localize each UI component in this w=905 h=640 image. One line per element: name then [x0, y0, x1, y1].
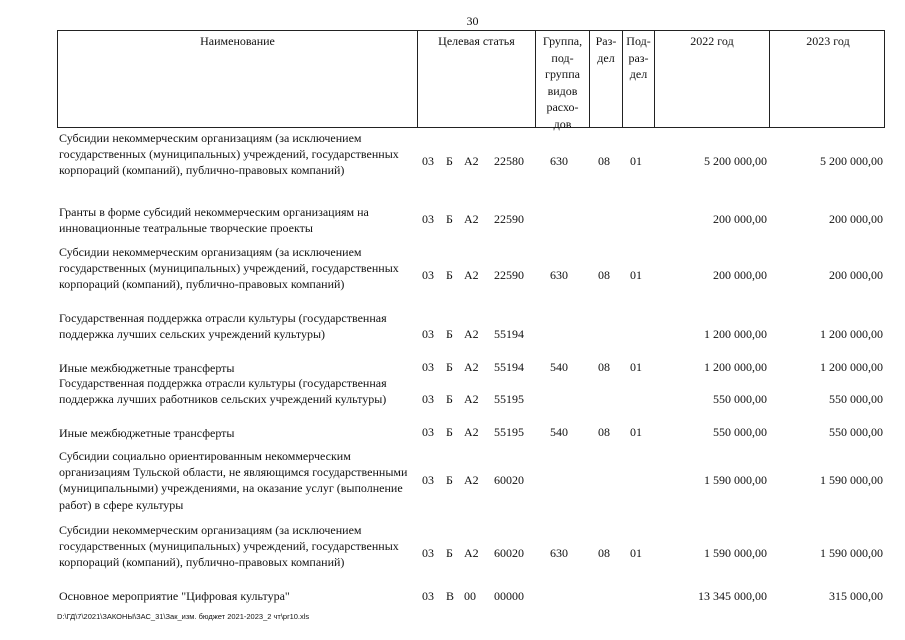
program-code: 03 — [422, 212, 434, 226]
subsection-code: 01 — [630, 154, 642, 168]
table-row — [57, 244, 885, 308]
table-row — [57, 425, 885, 441]
table-row — [57, 375, 885, 425]
amount-2023: 1 590 000,00 — [820, 473, 883, 487]
expense-group: 630 — [550, 154, 568, 168]
header-section: Раз- дел — [590, 31, 623, 127]
file-path-footer: D:\ГД\7\2021\ЗАКОНЫ\ЗАС_31\Зак_изм. бюджет 2021-2023_2 чт\pr10.xls — [57, 612, 310, 621]
subprogram-letter: Б — [446, 473, 453, 487]
amount-2023: 550 000,00 — [829, 425, 883, 439]
program-code: 03 — [422, 327, 434, 341]
row-name: Субсидии некоммерческим организациям (за исключением государственных (муниципальных) учреждений, государственных корпораций (компаний), публично-правовых компаний) — [59, 131, 399, 178]
program-code: 03 — [422, 473, 434, 487]
program-code: 03 — [422, 268, 434, 282]
header-group: Группа, под- группа видов расхо- дов — [536, 31, 590, 127]
section-code: 08 — [598, 268, 610, 282]
event-code: А2 — [464, 425, 479, 439]
row-name: Иные межбюджетные трансферты — [59, 426, 235, 440]
page-number: 30 — [466, 14, 479, 28]
direction-code: 60020 — [494, 473, 524, 487]
event-code: А2 — [464, 212, 479, 226]
event-code: А2 — [464, 546, 479, 560]
expense-group: 630 — [550, 268, 568, 282]
amount-2022: 5 200 000,00 — [704, 154, 767, 168]
direction-code: 55195 — [494, 425, 524, 439]
program-code: 03 — [422, 360, 434, 374]
event-code: 00 — [464, 589, 476, 603]
amount-2023: 550 000,00 — [829, 392, 883, 406]
event-code: А2 — [464, 360, 479, 374]
program-code: 03 — [422, 546, 434, 560]
section-code: 08 — [598, 360, 610, 374]
subsection-code: 01 — [630, 360, 642, 374]
table-row — [57, 448, 885, 514]
direction-code: 00000 — [494, 589, 524, 603]
program-code: 03 — [422, 425, 434, 439]
program-code: 03 — [422, 392, 434, 406]
amount-2022: 550 000,00 — [713, 425, 767, 439]
subprogram-letter: Б — [446, 268, 453, 282]
event-code: А2 — [464, 327, 479, 341]
event-code: А2 — [464, 392, 479, 406]
table-row — [57, 588, 885, 606]
subprogram-letter: Б — [446, 212, 453, 226]
table-row — [57, 360, 885, 376]
amount-2023: 200 000,00 — [829, 268, 883, 282]
expense-group: 540 — [550, 425, 568, 439]
amount-2022: 1 590 000,00 — [704, 473, 767, 487]
amount-2023: 200 000,00 — [829, 212, 883, 226]
event-code: А2 — [464, 268, 479, 282]
row-name: Государственная поддержка отрасли культуры (государственная поддержка лучших сельских учреждений культуры) — [59, 311, 387, 342]
direction-code: 22580 — [494, 154, 524, 168]
header-name: Наименование — [58, 31, 418, 127]
event-code: А2 — [464, 154, 479, 168]
amount-2023: 1 590 000,00 — [820, 546, 883, 560]
event-code: А2 — [464, 473, 479, 487]
amount-2022: 200 000,00 — [713, 268, 767, 282]
direction-code: 22590 — [494, 268, 524, 282]
direction-code: 55194 — [494, 327, 524, 341]
amount-2022: 13 345 000,00 — [698, 589, 767, 603]
subprogram-letter: В — [446, 589, 455, 603]
table-row — [57, 204, 885, 236]
amount-2022: 200 000,00 — [713, 212, 767, 226]
direction-code: 60020 — [494, 546, 524, 560]
subprogram-letter: Б — [446, 546, 453, 560]
row-name: Основное мероприятие "Цифровая культура" — [59, 589, 290, 603]
subprogram-letter: Б — [446, 425, 453, 439]
subsection-code: 01 — [630, 546, 642, 560]
row-name: Субсидии социально ориентированным некоммерческим организациям Тульской области, не являющимся государственными (муниципальными) учреждениями, на оказание услуг (выполнение работ) в сфере культуры — [59, 449, 408, 512]
amount-2022: 1 590 000,00 — [704, 546, 767, 560]
table-row — [57, 522, 885, 586]
subprogram-letter: Б — [446, 327, 453, 341]
amount-2023: 5 200 000,00 — [820, 154, 883, 168]
header-year-2023: 2023 год — [806, 34, 850, 48]
amount-2023: 315 000,00 — [829, 589, 883, 603]
direction-code: 55194 — [494, 360, 524, 374]
row-name: Субсидии некоммерческим организациям (за исключением государственных (муниципальных) учреждений, государственных корпораций (компаний), публично-правовых компаний) — [59, 523, 399, 570]
amount-2023: 1 200 000,00 — [820, 327, 883, 341]
table-row — [57, 130, 885, 194]
header-target: Целевая статья — [418, 31, 536, 127]
program-code: 03 — [422, 154, 434, 168]
table-header — [57, 30, 885, 131]
amount-2022: 1 200 000,00 — [704, 360, 767, 374]
expense-group: 540 — [550, 360, 568, 374]
subprogram-letter: Б — [446, 360, 453, 374]
program-code: 03 — [422, 589, 434, 603]
section-code: 08 — [598, 425, 610, 439]
row-name: Государственная поддержка отрасли культуры (государственная поддержка лучших работников сельских учреждений культуры) — [59, 376, 387, 407]
amount-2023: 1 200 000,00 — [820, 360, 883, 374]
subprogram-letter: Б — [446, 154, 453, 168]
row-name: Субсидии некоммерческим организациям (за исключением государственных (муниципальных) учреждений, государственных корпораций (компаний), публично-правовых компаний) — [59, 245, 399, 292]
subprogram-letter: Б — [446, 392, 453, 406]
row-name: Иные межбюджетные трансферты — [59, 361, 235, 375]
direction-code: 55195 — [494, 392, 524, 406]
row-name: Гранты в форме субсидий некоммерческим организациям на инновационные театральные творческие проекты — [59, 205, 369, 236]
amount-2022: 550 000,00 — [713, 392, 767, 406]
section-code: 08 — [598, 546, 610, 560]
expense-group: 630 — [550, 546, 568, 560]
amount-2022: 1 200 000,00 — [704, 327, 767, 341]
subsection-code: 01 — [630, 425, 642, 439]
header-subsection: Под- раз- дел — [623, 31, 655, 127]
section-code: 08 — [598, 154, 610, 168]
table-row — [57, 310, 885, 360]
subsection-code: 01 — [630, 268, 642, 282]
header-year-2022: 2022 год — [655, 31, 770, 127]
direction-code: 22590 — [494, 212, 524, 226]
